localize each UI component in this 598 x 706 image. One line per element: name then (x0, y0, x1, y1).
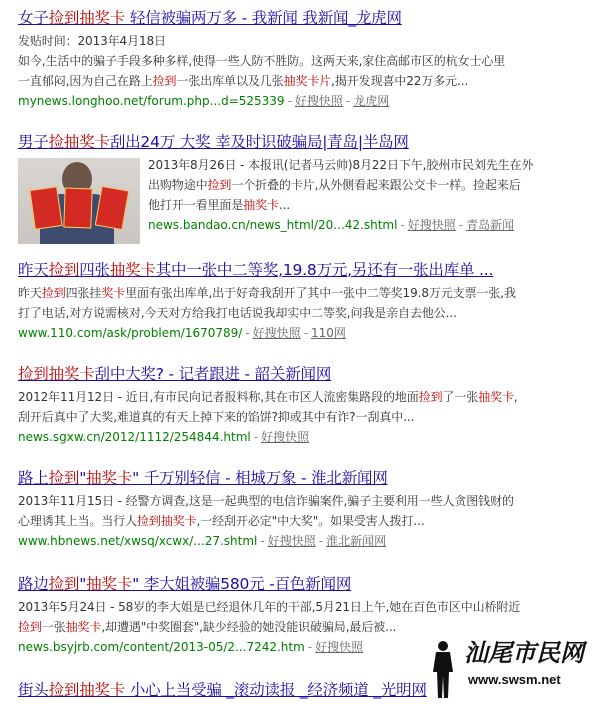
result-title-link[interactable] (18, 132, 590, 152)
thumbnail-card (63, 188, 92, 229)
snippet-keyword: 抽奖卡 (243, 198, 279, 212)
watermark-url: www.swsm.net (468, 672, 561, 687)
title-keyword: 捡到 (48, 261, 80, 279)
title-text: 路上 (18, 469, 49, 487)
snippet-text: 如今,生活中的骗子手段多种多样,使得一些人防不胜防。这两天来,家住高邮市区的杭女士心里 (18, 54, 506, 68)
snippet-line (18, 617, 590, 637)
title-keyword: 抽奖卡 (86, 469, 133, 487)
snippet-keyword: 抽奖卡 (65, 620, 102, 634)
result-meta (148, 216, 590, 234)
snippet-keyword: 捡到 (152, 74, 177, 88)
snippet-text: 一个折叠的卡片,从外侧看起来跟公交卡一样。捡起来后 (231, 178, 521, 192)
title-text: " (79, 575, 87, 593)
result-url: www.110.com/ask/problem/1670789/ (18, 326, 243, 340)
snippet-text: 发贴时间：2013年4月18日 (18, 34, 166, 48)
result-snippet (18, 31, 590, 91)
title-keyword: 捡到 (48, 469, 80, 487)
title-keyword: 抽奖卡 (86, 575, 133, 593)
title-text: " (79, 469, 87, 487)
title-text: 路边 (18, 575, 49, 593)
snippet-text: 打了电话,对方说需核对,今天对方给我打电话说我却实中二等奖,问我是亲自去他公... (18, 306, 457, 320)
title-text: 轻信被骗两万多 - 我新闻 我新闻_龙虎网 (125, 9, 402, 27)
snippet-line (148, 155, 590, 175)
title-text: 街头 (18, 681, 49, 699)
meta-separator: - (253, 430, 259, 444)
snippet-line (18, 387, 590, 407)
title-text: 男子 (18, 133, 49, 151)
snippet-keyword: 奖卡 (101, 286, 126, 300)
snippet-text: 出购物途中 (148, 178, 208, 192)
snippet-text: 四张挂 (65, 286, 102, 300)
snapshot-link[interactable]: 好搜快照 (315, 640, 364, 654)
title-text: 昨天 (18, 261, 49, 279)
title-keyword: 捡到 (48, 575, 80, 593)
result-item (18, 364, 590, 446)
snippet-text: 昨天 (18, 286, 42, 300)
result-url: mynews.longhoo.net/forum.php...d=525339 (18, 94, 285, 108)
result-item (18, 8, 590, 110)
snapshot-link[interactable]: 好搜快照 (407, 218, 456, 232)
meta-separator: - (303, 326, 309, 340)
meta-separator: - (245, 326, 250, 340)
title-text: 四张 (79, 261, 110, 279)
snippet-keyword: 捡到 (41, 286, 66, 300)
result-title-link[interactable] (18, 468, 590, 488)
snippet-text: ,却遭遇"中奖圈套",缺少经验的她没能识破骗局,最后被... (101, 620, 397, 634)
snippet-text: , (513, 390, 518, 404)
thumbnail-card (95, 186, 130, 230)
result-meta (18, 324, 590, 342)
snippet-line (18, 71, 590, 91)
snapshot-link[interactable]: 好搜快照 (252, 326, 301, 340)
meta-separator: - (307, 640, 313, 654)
title-keyword: 捡到抽奖卡 (48, 681, 126, 699)
person-silhouette-icon (426, 640, 460, 700)
result-item (18, 260, 590, 342)
snippet-text: 2012年11月12日 - 近日,有市民向记者报料称,其在市区人流密集路段的地面 (18, 390, 419, 404)
snippet-line (18, 407, 590, 427)
result-url: news.bandao.cn/news_html/20...42.shtml (148, 218, 398, 232)
snippet-line (18, 303, 590, 323)
snippet-text: 刮开后真中了大奖,难道真的有天上掉下来的馅饼?抑或其中有诈?一刮真中... (18, 410, 415, 424)
result-item (18, 132, 590, 234)
snippet-text: 一直郁闷,因为自己在路上 (18, 74, 153, 88)
snippet-text: 2013年8月26日 - 本报讯(记者马云帅)8月22日下午,胶州市民刘先生在外 (148, 158, 534, 172)
meta-separator: - (260, 534, 265, 548)
meta-separator: - (318, 534, 324, 548)
result-snippet (18, 597, 590, 637)
result-title-link[interactable] (18, 364, 590, 384)
snippet-keyword: 抽奖卡 (478, 390, 514, 404)
snapshot-link[interactable]: 好搜快照 (294, 94, 343, 108)
title-keyword: 捡到抽奖卡 (48, 9, 126, 27)
title-keyword: 抽奖卡 (109, 261, 156, 279)
meta-separator: - (400, 218, 405, 232)
result-snippet (18, 491, 590, 531)
snippet-text: 2013年5月24日 - 58岁的李大姐是已经退休几年的干部,5月21日上午,她在百色市区中山桥附近 (18, 600, 521, 614)
result-meta (18, 532, 590, 550)
source-link[interactable]: 青岛新闻 (466, 218, 515, 232)
source-link[interactable]: 110网 (311, 326, 346, 340)
snippet-keyword: 捡到 (418, 390, 443, 404)
snippet-text: 心理诱其上当。当行人 (18, 514, 138, 528)
snippet-text: 里面有张出库单,出于好奇我刮开了其中一张中二等奖19.8万元支票一张,我 (125, 286, 516, 300)
snippet-text: 一张 (41, 620, 66, 634)
snippet-line (148, 195, 590, 215)
snippet-line (18, 283, 590, 303)
result-snippet (18, 283, 590, 323)
title-text: 刮中大奖? - 记者跟进 - 韶关新闻网 (94, 365, 332, 383)
snippet-line (18, 491, 590, 511)
snippet-text: 2013年11月15日 - 经警方调查,这是一起典型的电信诈骗案件,骗子主要利用一些人贪图钱财的 (18, 494, 514, 508)
snapshot-link[interactable]: 好搜快照 (261, 430, 310, 444)
snippet-text: ,揭开发现喜中22万多元... (331, 74, 469, 88)
meta-separator: - (345, 94, 351, 108)
snippet-keyword: 抽奖卡片 (283, 74, 332, 88)
source-link[interactable]: 淮北新闻网 (326, 534, 387, 548)
result-meta (18, 92, 590, 110)
result-item (18, 468, 590, 550)
watermark-text: 汕尾市民网 (464, 638, 584, 667)
snippet-text: 他打开一看里面是 (148, 198, 244, 212)
title-text: 女子 (18, 9, 49, 27)
snippet-line (18, 31, 590, 51)
meta-separator: - (287, 94, 292, 108)
meta-separator: - (458, 218, 464, 232)
thumbnail-card (29, 186, 62, 230)
snippet-line (18, 597, 590, 617)
result-snippet (18, 387, 590, 427)
title-text: 其中一张中二等奖,19.8万元,另还有一张出库单 ... (155, 261, 494, 279)
title-text: " 千万别轻信 - 相城万象 - 淮北新闻网 (132, 469, 388, 487)
result-url: news.bsyjrb.com/content/2013-05/2...7242.htm (18, 640, 305, 654)
result-title-link[interactable] (18, 8, 590, 28)
snapshot-link[interactable]: 好搜快照 (267, 534, 316, 548)
source-link[interactable]: 龙虎网 (353, 94, 390, 108)
result-url: www.hbnews.net/xwsq/xcwx/...27.shtml (18, 534, 258, 548)
result-meta (18, 428, 590, 446)
snippet-line (18, 511, 590, 531)
snippet-text: 了一张 (442, 390, 479, 404)
snippet-text: ... (278, 198, 291, 212)
result-url: news.sgxw.cn/2012/1112/254844.html (18, 430, 251, 444)
snippet-text: ,一经刮开必定"中大奖"。如果受害人拨打... (196, 514, 425, 528)
result-title-link[interactable] (18, 574, 590, 594)
snippet-keyword: 捡到抽奖卡 (137, 514, 197, 528)
site-watermark (424, 638, 594, 702)
title-text: 刮出24万 大奖 幸及时识破骗局|青岛|半岛网 (109, 133, 409, 151)
title-keyword: 捡抽奖卡 (48, 133, 110, 151)
result-snippet (148, 155, 590, 215)
snippet-line (18, 51, 590, 71)
title-text: 小心上当受骗 _滚动读报 _经济频道 _光明网 (125, 681, 427, 699)
snippet-keyword: 捡到 (18, 620, 42, 634)
snippet-line (148, 175, 590, 195)
result-thumbnail[interactable] (18, 158, 140, 244)
title-keyword: 捡到抽奖卡 (18, 365, 95, 383)
snippet-text: 一张出库单以及几张 (176, 74, 284, 88)
title-text: " 李大姐被骗580元 -百色新闻网 (132, 575, 352, 593)
snippet-keyword: 捡到 (207, 178, 232, 192)
result-title-link[interactable] (18, 260, 590, 280)
